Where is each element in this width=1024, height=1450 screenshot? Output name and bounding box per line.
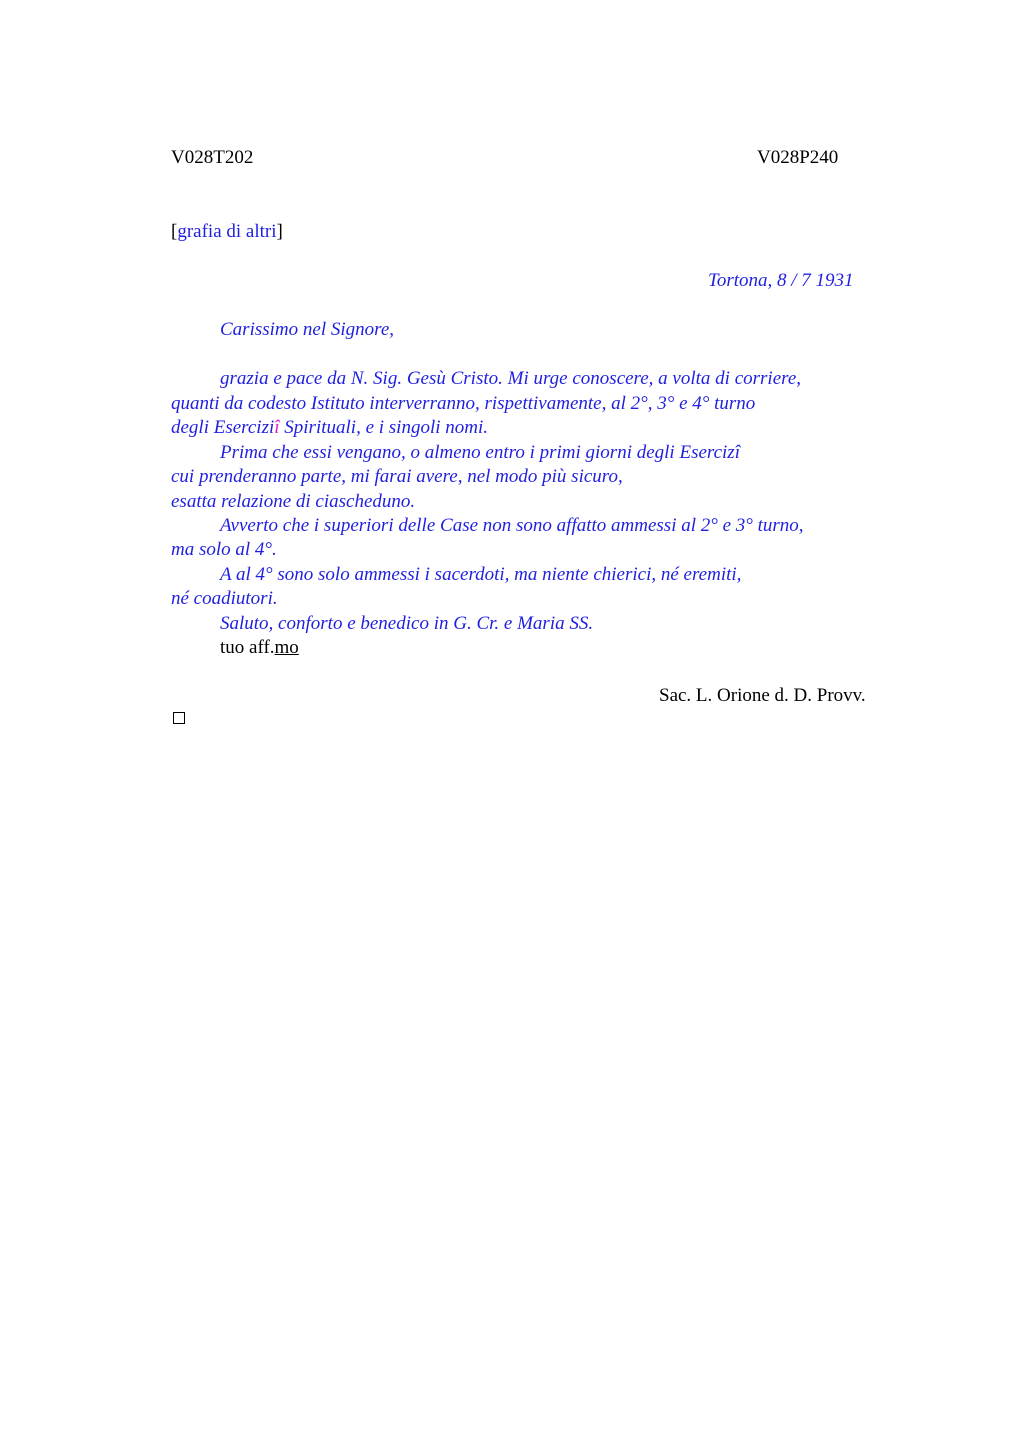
closing-suffix: mo <box>274 637 299 658</box>
body-line-7: Avverto che i superiori delle Case non sono affatto ammessi al 2° e 3° turno, <box>220 515 804 536</box>
body-line-3-variant-mark: î <box>274 417 280 438</box>
body-line-11: Saluto, conforto e benedico in G. Cr. e Maria SS. <box>220 613 594 634</box>
note-text: grafia di altri <box>177 221 277 242</box>
closing <box>220 636 299 660</box>
body-line-4: Prima che essi vengano, o almeno entro i primi giorni degli Esercizî <box>220 442 740 463</box>
header-right-code: V028P240 <box>757 147 839 168</box>
body-line-8: ma solo al 4°. <box>171 539 277 560</box>
body-line-3-start: degli Esercizi <box>171 417 275 438</box>
dateline: Tortona, 8 / 7 1931 <box>708 270 854 291</box>
body-line-6: esatta relazione di ciascheduno. <box>171 491 416 512</box>
body-line-5: cui prenderanno parte, mi farai avere, nel modo più sicuro, <box>171 466 623 487</box>
body-line-1: grazia e pace da N. Sig. Gesù Cristo. Mi urge conoscere, a volta di corriere, <box>220 368 802 389</box>
note-open-bracket: [ <box>171 221 178 242</box>
signature: Sac. L. Orione d. D. Provv. <box>659 685 866 706</box>
note-close-bracket: ] <box>276 221 283 242</box>
salutation: Carissimo nel Signore, <box>220 319 394 340</box>
closing-prefix: tuo aff. <box>220 637 275 658</box>
end-marker-box <box>173 712 185 724</box>
body-line-2: quanti da codesto Istituto interverranno, rispettivamente, al 2°, 3° e 4° turno <box>171 393 756 414</box>
body-line-9: A al 4° sono solo ammessi i sacerdoti, ma niente chierici, né eremiti, <box>220 564 742 585</box>
editorial-note <box>171 221 283 243</box>
header-left-code: V028T202 <box>171 147 254 168</box>
body-line-3 <box>171 416 488 440</box>
body-line-3-end: Spirituali, e i singoli nomi. <box>279 417 489 438</box>
body-line-10: né coadiutori. <box>171 588 278 609</box>
